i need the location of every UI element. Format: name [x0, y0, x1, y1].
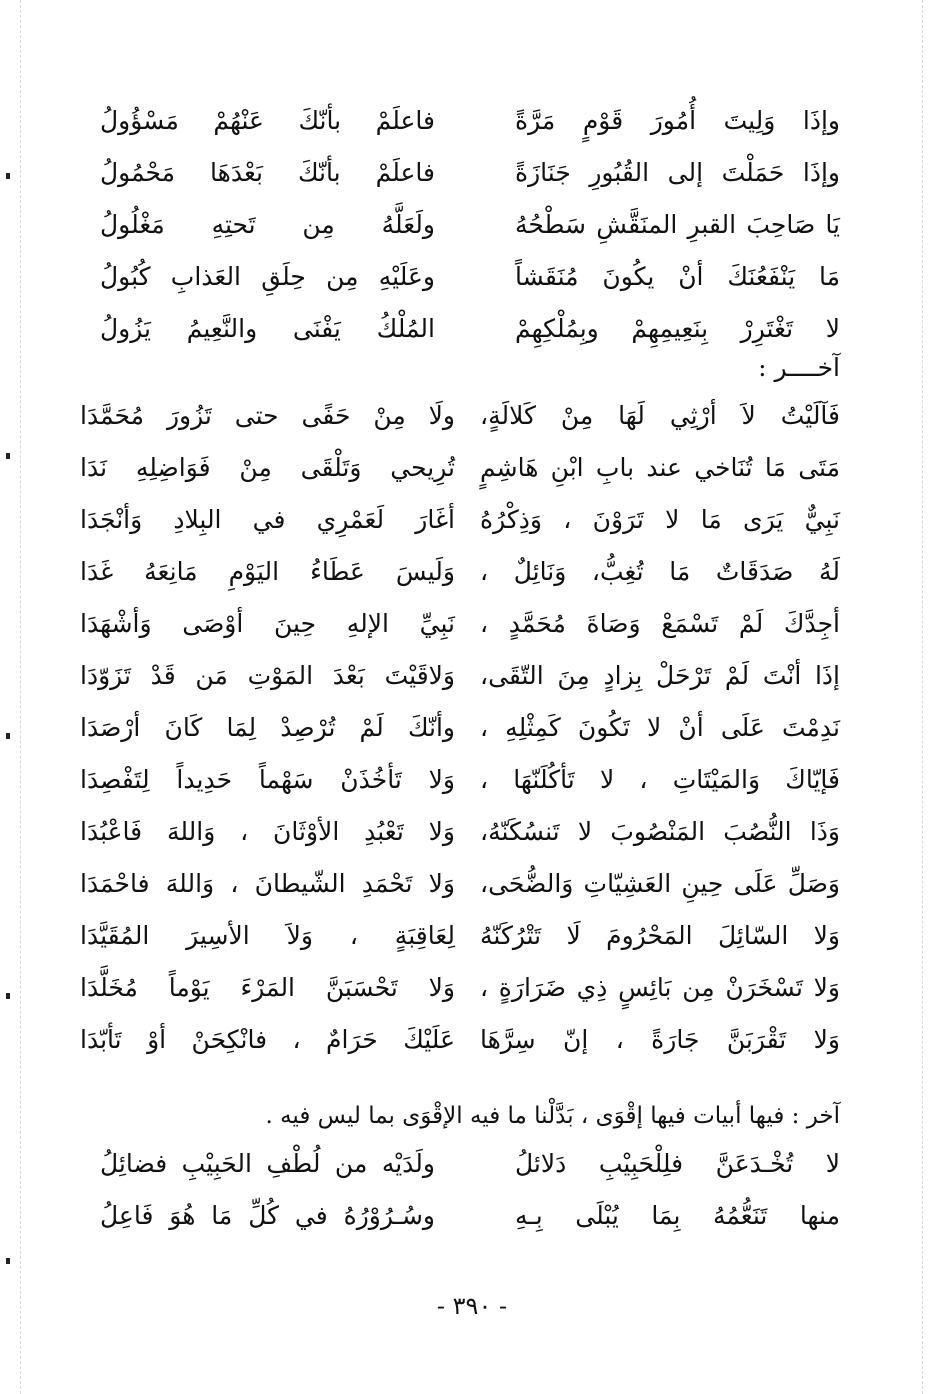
second-hemistich: وَلا تَعْبُدِ الأوْثَانَ ، وَاللهَ فَاعْبُدَا — [80, 817, 455, 846]
verse-line — [80, 598, 840, 650]
second-hemistich: نَبِيِّ الإلهِ حِينَ أوْصَى وَأشْهَدَا — [80, 609, 455, 638]
second-hemistich: فاعلَمْ بأنّكَ بَعْدَهَا مَحْمُولُ — [100, 158, 435, 187]
first-hemistich: وَصَلِّ عَلَى حِينِ العَشِيّاتِ وَالضُّحَى، — [480, 869, 840, 898]
first-hemistich: لا تُخْـدَعَنَّ فلِلْحَبِيْبِ دَلائلُ — [515, 1149, 840, 1178]
second-hemistich: ولَا مِنْ حَفًى حتى تَزُورَ مُحَمَّدَا — [80, 401, 455, 430]
first-hemistich: أجِدَّكَ لَمْ تَسْمَعْ وَصَاةَ مُحَمَّدٍ ، — [480, 609, 840, 638]
margin-line-left — [20, 0, 21, 1394]
margin-mark — [6, 733, 10, 739]
verse-line — [80, 910, 840, 962]
first-hemistich: مَا يَنْفَعُنَكَ أنْ يكُونَ مُنَقَشاً — [515, 262, 840, 291]
first-hemistich: يَا صَاحِبَ القبرِ المنَقَّشِ سَطْحُهُ — [515, 210, 840, 239]
margin-mark — [6, 993, 10, 999]
margin-mark — [6, 173, 10, 179]
verse-line — [80, 858, 840, 910]
verse-line — [80, 442, 840, 494]
first-hemistich: نَبِيٌّ يَرَى مَا لا تَرَوْنَ ، وَذِكْرُهُ — [480, 505, 840, 534]
second-hemistich: ولَدَيْه من لُطْفِ الحَبِيْبِ فضائِلُ — [100, 1149, 435, 1178]
margin-mark — [6, 1258, 10, 1264]
margin-line-right — [922, 0, 923, 1394]
second-hemistich: المُلْكُ يَفْنَى والنَّعِيمُ يَزُولُ — [100, 314, 435, 343]
second-hemistich: وَلا تَحْسَبَنَّ المَرْءَ يَوْماً مُخَلَّدَا — [80, 973, 455, 1002]
first-hemistich: وَلا تَسْخَرَنْ مِن بَائِسٍ ذِي ضَرَارَةٍ ، — [480, 973, 840, 1002]
second-hemistich: وَلا تَحْمَدِ الشّيطانَ ، وَاللهَ فاحْمَدَا — [80, 869, 455, 898]
second-hemistich: ولَعَلَّهُ مِن تَحتِهِ مَغْلُولُ — [100, 210, 435, 239]
verse-line — [80, 650, 840, 702]
verse-line — [100, 1138, 840, 1190]
verse-line — [100, 303, 840, 355]
second-hemistich: فاعلَمْ بأنّكَ عَنْهُمْ مَسْؤُولُ — [100, 106, 435, 135]
second-hemistich: وسُـرُوْرُهُ في كُلِّ مَا هُوَ فَاعِلُ — [100, 1201, 435, 1230]
verse-line — [80, 702, 840, 754]
verse-line — [80, 754, 840, 806]
verse-line — [100, 251, 840, 303]
verse-line — [100, 95, 840, 147]
verse-line — [80, 962, 840, 1014]
second-hemistich: وعَلَيْهِ مِن حِلَقِ العَذابِ كُبُولُ — [100, 262, 435, 291]
verse-line — [100, 199, 840, 251]
first-hemistich: وإذَا وَلِيتَ أُمُورَ قَوْمٍ مَرَّةً — [515, 106, 840, 135]
verse-line — [80, 546, 840, 598]
second-hemistich: وَلا تَأخُذَنْ سَهْماً حَدِيداً لِتَفْصِدَا — [80, 765, 455, 794]
second-hemistich: أغَارَ لَعَمْرِي في البِلادِ وَأنْجَدَا — [80, 505, 455, 534]
verse-line — [80, 390, 840, 442]
margin-mark — [6, 453, 10, 459]
second-hemistich: تُرِيحي وَتَلْقَى مِنْ فَوَاضِلِهِ نَدَا — [80, 453, 455, 482]
first-hemistich: مَتَى مَا تُنَاخي عند بابِ ابْنِ هَاشِمٍ — [480, 453, 840, 482]
first-hemistich: إذَا أنْتَ لَمْ تَرْحَلْ بِزادٍ مِنَ التّقَى، — [480, 661, 840, 690]
second-hemistich: عَلَيْكَ حَرَامٌ ، فانْكِحَنْ أوْ تَأبّدَا — [80, 1025, 455, 1054]
second-hemistich: وَلاقَيْتَ بَعْدَ المَوْتِ مَن قَدْ تَزَوّدَا — [80, 661, 455, 690]
verse-line — [100, 147, 840, 199]
first-hemistich: لَهُ صَدَقَاتٌ مَا تُغِبُّ، وَنَائِلٌ ، — [480, 557, 840, 586]
poem-label: آخــــر : — [758, 353, 840, 382]
first-hemistich: فَآلَيْتُ لاَ أرْثِي لَهَا مِنْ كَلالَةٍ، — [480, 401, 840, 430]
first-hemistich: وَلا تَقْرَبَنَّ جَارَةً ، إنّ سِرَّهَا — [480, 1025, 840, 1054]
first-hemistich: فَإيّاكَ وَالمَيْتَاتِ ، لا تَأكُلَنّهَا ، — [480, 765, 840, 794]
verse-line — [80, 1014, 840, 1066]
first-hemistich: وَلا السّائِلَ المَحْرُومَ لَا تَتْرُكَنّهُ — [480, 921, 840, 950]
first-hemistich: نَدِمْتَ عَلَى أنْ لا تَكُونَ كَمِثْلِهِ ، — [480, 713, 840, 742]
verse-line — [80, 494, 840, 546]
poem-note: آخر : فيها أبيات فيها إقْوَى ، بَدَّلْنا ما فيه الإقْوَى بما ليس فيه . — [265, 1103, 840, 1129]
first-hemistich: منها تَنَعُّمُهُ بِمَا يُبْلَى بِـهِ — [515, 1201, 840, 1230]
page-number: - ٣٩٠ - — [436, 1292, 508, 1320]
second-hemistich: وأنّكَ لَمْ تُرْصِدْ لِمَا كَانَ أرْصَدَا — [80, 713, 455, 742]
second-hemistich: لِعَاقِبَةٍ ، وَلاَ الأسِيرَ المُقَيَّدَا — [80, 921, 455, 950]
second-hemistich: وَلَيسَ عَطَاءُ اليَوْمِ مَانِعَهُ غَدَا — [80, 557, 455, 586]
verse-line — [100, 1190, 840, 1242]
first-hemistich: لا تَغْتَرِرْ بِنَعِيمِهِمْ وبِمُلْكِهِمْ — [515, 314, 840, 343]
first-hemistich: وإذَا حَمَلْتَ إلى القُبُورِ جَنَازَةً — [515, 158, 840, 187]
verse-line — [80, 806, 840, 858]
first-hemistich: وَذَا النُّصُبَ المَنْصُوبَ لا تَنسُكَنّهُ، — [480, 817, 840, 846]
